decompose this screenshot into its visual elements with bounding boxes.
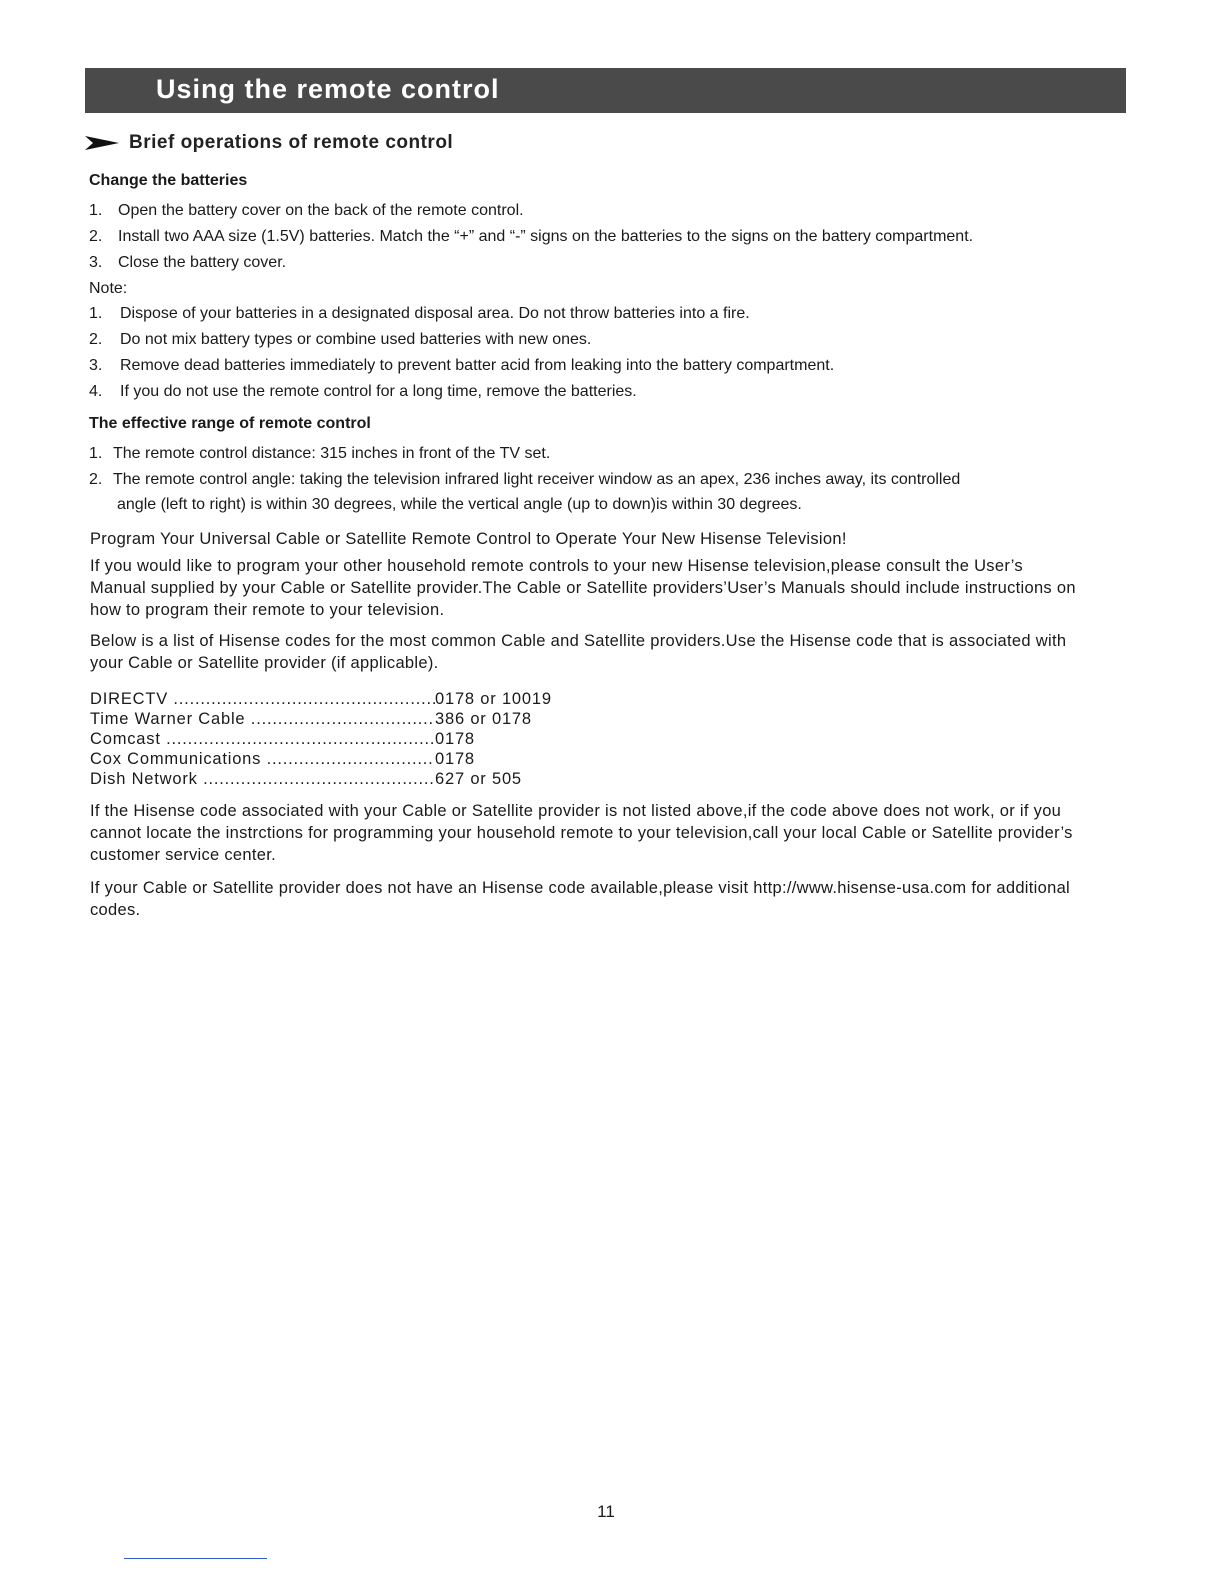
- provider-code: 0178 or 10019: [435, 690, 552, 708]
- range-text: The remote control distance: 315 inches in front of the TV set.: [113, 445, 551, 462]
- section-heading: [85, 129, 453, 157]
- note-item: [89, 383, 637, 401]
- note-text: Do not mix battery types or combine used batteries with new ones.: [120, 331, 592, 348]
- step-number: 1.: [89, 202, 103, 219]
- provider-code: 0178: [435, 730, 475, 748]
- code-list: [90, 689, 552, 789]
- provider-code: 627 or 505: [435, 770, 522, 788]
- battery-step: [89, 202, 524, 220]
- battery-step: [89, 228, 973, 246]
- step-text: Open the battery cover on the back of the remote control.: [118, 202, 524, 219]
- code-row: [90, 709, 552, 729]
- program-paragraph: Below is a list of Hisense codes for the most common Cable and Satellite providers.Use the Hisense code that is associated with your Cable or Satellite provider (if applicable).: [90, 632, 1067, 672]
- range-heading: The effective range of remote control: [89, 415, 371, 432]
- provider-code: 386 or 0178: [435, 710, 532, 728]
- note-label: Note:: [89, 280, 128, 297]
- note-number: 1.: [89, 305, 103, 322]
- code-row: [90, 749, 552, 769]
- step-text: Install two AAA size (1.5V) batteries. Match the “+” and “-” signs on the batteries to the signs on the battery compartment.: [118, 228, 974, 245]
- code-row: [90, 769, 552, 789]
- step-text: Close the battery cover.: [118, 254, 287, 271]
- section-title: Brief operations of remote control: [129, 132, 454, 153]
- note-text: Dispose of your batteries in a designated disposal area. Do not throw batteries into a fire.: [120, 305, 750, 322]
- arrow-icon: [85, 135, 119, 151]
- range-number: 1.: [89, 445, 103, 462]
- note-number: 2.: [89, 331, 103, 348]
- program-paragraph: If you would like to program your other household remote controls to your new Hisense television,please consult the User’s Manual supplied by your Cable or Satellite provider.The Cable or Satellite providers’User’s Manuals should include instructions on how to program their remote to your television.: [90, 557, 1076, 619]
- battery-step: [89, 254, 286, 272]
- range-text-continued: angle (left to right) is within 30 degrees, while the vertical angle (up to down)is within 30 degrees.: [117, 496, 802, 513]
- provider-name: Time Warner Cable .....: [90, 709, 435, 729]
- program-paragraph: If the Hisense code associated with your Cable or Satellite provider is not listed above,if the code above does not work, or if you cannot locate the instrctions for programming your household remote to your television,call your local Cable or Satellite provider’s customer service center.: [90, 802, 1073, 864]
- note-item: [89, 331, 591, 349]
- code-row: [90, 729, 552, 749]
- range-item: [89, 471, 960, 489]
- code-row: [90, 689, 552, 709]
- provider-name: Comcast .....: [90, 729, 435, 749]
- page-title: Using the remote control: [156, 74, 500, 104]
- provider-code: 0178: [435, 750, 475, 768]
- range-item: [89, 445, 550, 463]
- step-number: 3.: [89, 254, 103, 271]
- program-paragraph: If your Cable or Satellite provider does not have an Hisense code available,please visit http://www.hisense-usa.com for additional codes.: [90, 879, 1071, 919]
- step-number: 2.: [89, 228, 103, 245]
- note-item: [89, 305, 750, 323]
- provider-name: Dish Network .....: [90, 769, 435, 789]
- program-title: Program Your Universal Cable or Satellite Remote Control to Operate Your New Hisense Television!: [90, 530, 847, 548]
- footer-divider: [124, 1558, 267, 1559]
- range-text: The remote control angle: taking the television infrared light receiver window as an apex, 236 inches away, its controlled: [113, 471, 961, 488]
- note-text: If you do not use the remote control for a long time, remove the batteries.: [120, 383, 637, 400]
- batteries-heading: Change the batteries: [89, 172, 248, 189]
- header-bar: [85, 68, 1126, 113]
- note-item: [89, 357, 834, 375]
- note-text: Remove dead batteries immediately to prevent batter acid from leaking into the battery compartment.: [120, 357, 835, 374]
- page-number: 11: [597, 1502, 615, 1521]
- note-number: 3.: [89, 357, 103, 374]
- provider-name: Cox Communications .....: [90, 749, 435, 769]
- provider-name: DIRECTV .....: [90, 689, 435, 709]
- note-number: 4.: [89, 383, 103, 400]
- range-number: 2.: [89, 471, 103, 488]
